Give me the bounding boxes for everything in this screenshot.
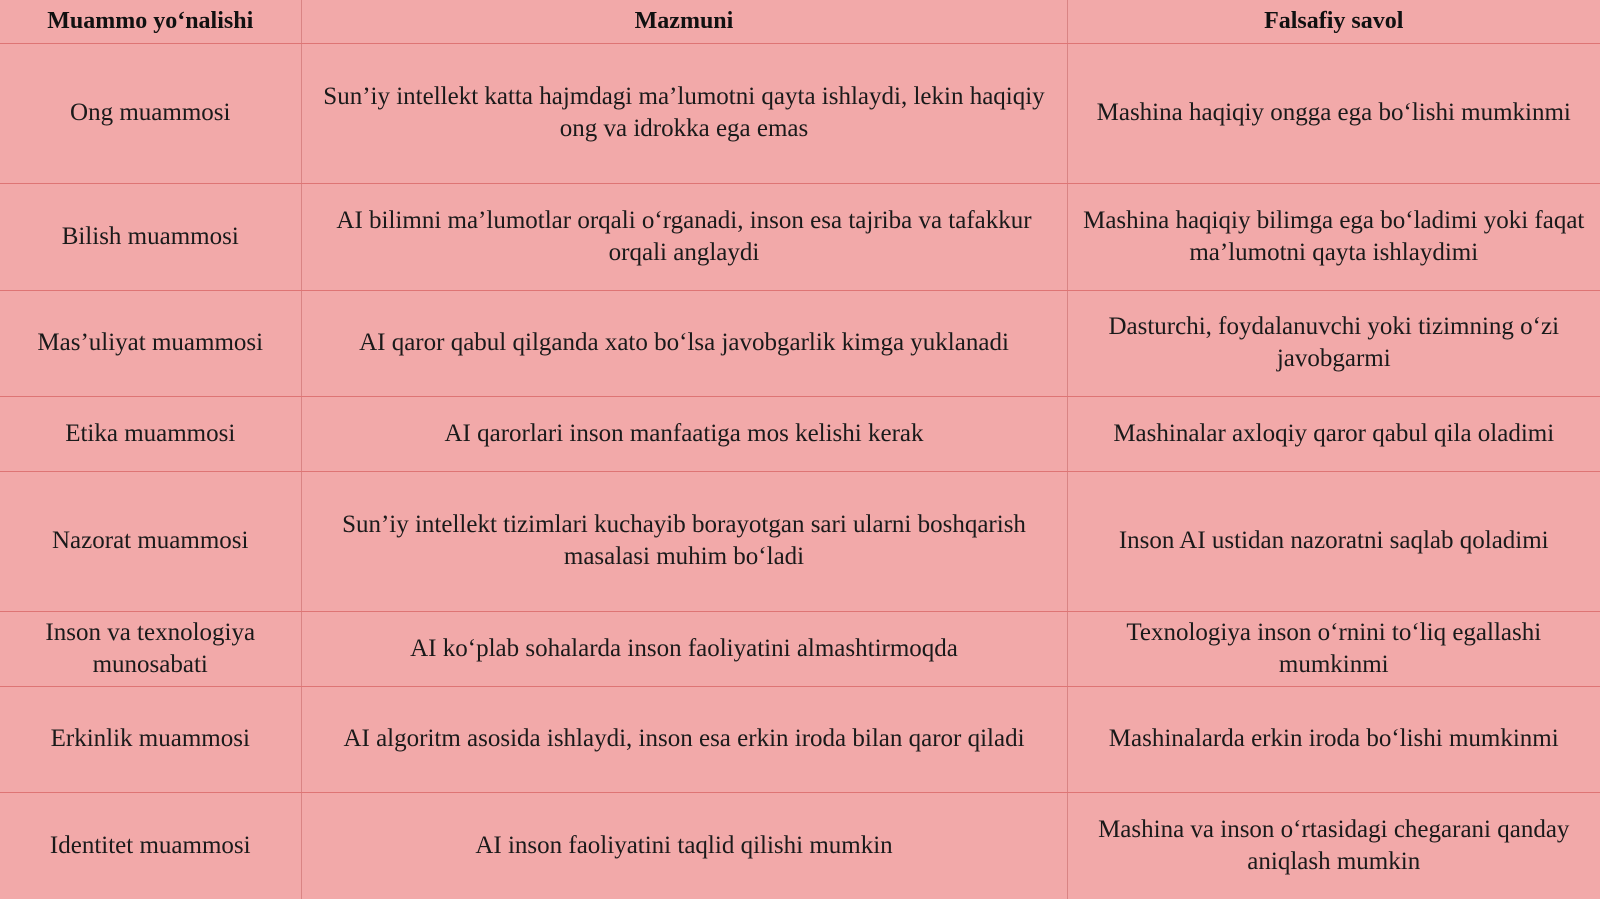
table-row xyxy=(0,611,1600,686)
cell-content: Sun’iy intellekt tizimlari kuchayib borayotgan sari ularni boshqarish masalasi muhim bo‘ladi xyxy=(301,471,1067,611)
cell-direction: Mas’uliyat muammosi xyxy=(0,290,301,396)
table-row xyxy=(0,471,1600,611)
column-header-content: Mazmuni xyxy=(301,0,1067,43)
cell-question: Mashinalar axloqiy qaror qabul qila oladimi xyxy=(1067,396,1600,471)
cell-direction: Inson va texnologiya munosabati xyxy=(0,611,301,686)
cell-content: AI ko‘plab sohalarda inson faoliyatini almashtirmoqda xyxy=(301,611,1067,686)
table-row xyxy=(0,792,1600,899)
cell-direction: Identitet muammosi xyxy=(0,792,301,899)
cell-content: AI algoritm asosida ishlaydi, inson esa erkin iroda bilan qaror qiladi xyxy=(301,686,1067,792)
cell-question: Inson AI ustidan nazoratni saqlab qoladimi xyxy=(1067,471,1600,611)
table-row xyxy=(0,686,1600,792)
cell-direction: Ong muammosi xyxy=(0,43,301,183)
cell-direction: Bilish muammosi xyxy=(0,183,301,290)
cell-direction: Erkinlik muammosi xyxy=(0,686,301,792)
table-row xyxy=(0,183,1600,290)
table-row xyxy=(0,43,1600,183)
cell-question: Mashina va inson o‘rtasidagi chegarani qanday aniqlash mumkin xyxy=(1098,815,1570,875)
cell-content: AI inson faoliyatini taqlid qilishi mumkin xyxy=(301,792,1067,899)
cell-direction: Etika muammosi xyxy=(0,396,301,471)
cell-question: Texnologiya inson o‘rnini to‘liq egallashi mumkinmi xyxy=(1067,611,1600,686)
cell-direction: Nazorat muammosi xyxy=(0,471,301,611)
table-row xyxy=(0,396,1600,471)
table-header xyxy=(0,0,1600,43)
table-body xyxy=(0,43,1600,899)
cell-content: Sun’iy intellekt katta hajmdagi ma’lumotni qayta ishlaydi, lekin haqiqiy ong va idrokka ega emas xyxy=(301,43,1067,183)
column-header-question: Falsafiy savol xyxy=(1067,0,1600,43)
cell-question: Mashina haqiqiy ongga ega bo‘lishi mumkinmi xyxy=(1067,43,1600,183)
cell-content: AI bilimni ma’lumotlar orqali o‘rganadi, inson esa tajriba va tafakkur orqali anglaydi xyxy=(301,183,1067,290)
header-row xyxy=(0,0,1600,43)
cell-content: AI qaror qabul qilganda xato bo‘lsa javobgarlik kimga yuklanadi xyxy=(301,290,1067,396)
cell-question: Mashina haqiqiy bilimga ega bo‘ladimi yoki faqat ma’lumotni qayta ishlaydimi xyxy=(1067,183,1600,290)
cell-question: Dasturchi, foydalanuvchi yoki tizimning o‘zi javobgarmi xyxy=(1067,290,1600,396)
cell-content: AI qarorlari inson manfaatiga mos kelishi kerak xyxy=(301,396,1067,471)
table-row xyxy=(0,290,1600,396)
column-header-direction: Muammo yo‘nalishi xyxy=(0,0,301,43)
cell-question: Mashinalarda erkin iroda bo‘lishi mumkinmi xyxy=(1067,686,1600,792)
